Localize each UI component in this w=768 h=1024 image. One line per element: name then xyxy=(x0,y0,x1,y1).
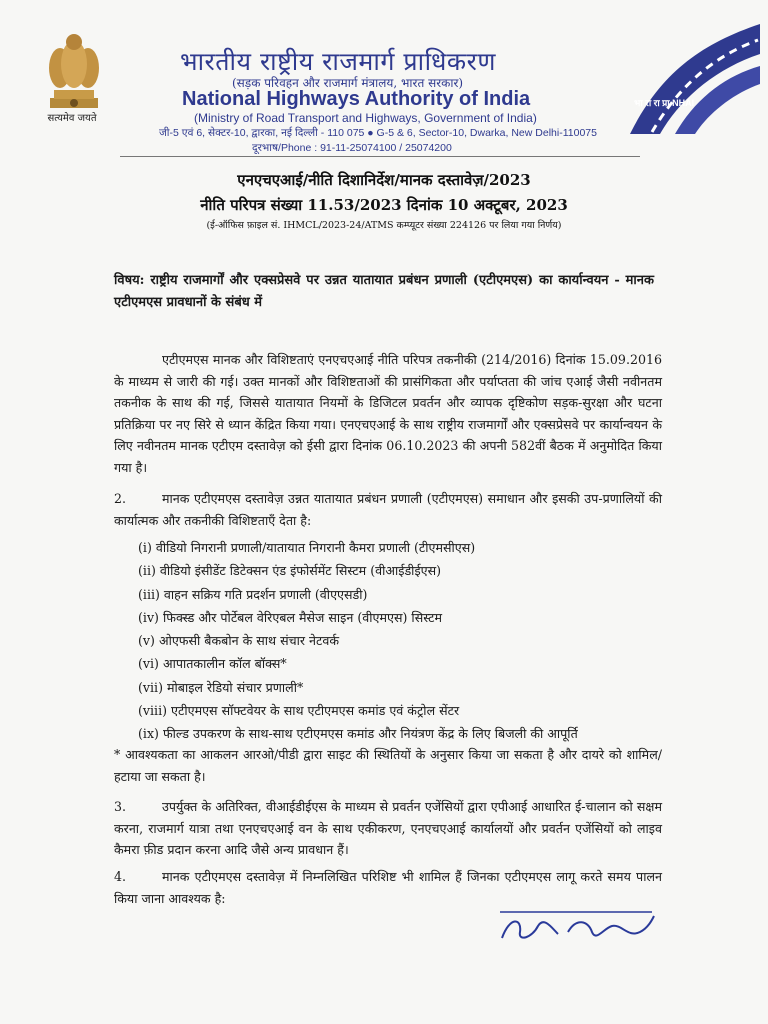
list-item: (ii) वीडियो इंसीडेंट डिटेक्सन एंड इंफोर्समेंट सिस्टम (वीआईडीईएस) xyxy=(138,563,442,579)
nhai-logo-icon xyxy=(620,14,760,144)
list-item: (iii) वाहन सक्रिय गति प्रदर्शन प्रणाली (वीएएसडी) xyxy=(138,586,368,602)
ministry-name-english: (Ministry of Road Transport and Highways, Government of India) xyxy=(194,111,537,125)
circular-number: नीति परिपत्र संख्या 11.53/2023 दिनांक 10 अक्टूबर, 2023 xyxy=(200,196,568,214)
list-item: (iv) फिक्स्ड और पोर्टेबल वेरिएबल मैसेज साइन (वीएमएस) सिस्टम xyxy=(138,609,442,625)
list-item: (v) ओएफसी बैकबोन के साथ संचार नेटवर्क xyxy=(138,633,340,649)
paragraph-2 xyxy=(114,488,662,531)
ministry-name-hindi: (सड़क परिवहन और राजमार्ग मंत्रालय, भारत सरकार) xyxy=(232,76,464,90)
paragraph-text: उपर्युक्त के अतिरिक्त, वीआईडीईएस के माध्यम से प्रवर्तन एजेंसियों द्वारा एपीआई आधारित ई-चालान को सक्षम करना, राजमार्ग यात्रा तथा एनएचएआई वन के साथ एकीकरण, एनएचएआई कार्यालयों और प्रवर्तन एजेंसियों को लाइव कैमरा फ़ीड प्रदान करना आदि जैसे अन्य प्रावधान हैं। xyxy=(114,799,662,857)
paragraph-1: एटीएमएस मानक और विशिष्टताएं एनएचएआई नीति परिपत्र तकनीकी (214/2016) दिनांक 15.09.2016 के माध्यम से जारी की गई। उक्त मानकों और विशिष्टताओं की प्रासंगिकता और पर्याप्तता की जांच एआई जैसी नवीनतम तकनीक के साथ की गई, जिससे यातायात नियमों के डिजिटल प्रवर्तन और व्यापक दृष्टिकोण सड़क-सुरक्षा और घटना प्रतिक्रिया पर नए सिरे से ध्यान केंद्रित किया गया। एनएचएआई के साथ राष्ट्रीय राजमार्गों और एक्सप्रेसवे पर कार्यान्वयन के लिए नवीनतम मानक एटीएम दस्तावेज़ को ईसी द्वारा दिनांक 06.10.2023 की अपनी 582वीं बैठक में अनुमोदित किया गया है। xyxy=(114,352,662,475)
subsystem-list xyxy=(138,536,662,746)
logo-lettering: भा रा रा प्रा NHAI xyxy=(634,98,695,108)
paragraph-3 xyxy=(114,796,662,861)
list-item: (viii) एटीएमएस सॉफ्टवेयर के साथ एटीएमएस कमांड एवं कंट्रोल सेंटर xyxy=(138,703,460,719)
paragraph-text: मानक एटीएमएस दस्तावेज़ उन्नत यातायात प्रबंधन प्रणाली (एटीएमएस) समाधान और इसकी उप-प्रणालियों की कार्यात्मक और तकनीकी विशिष्टताएँ देता है: xyxy=(114,491,662,528)
office-phone: दूरभाष/Phone : 91-11-25074100 / 25074200 xyxy=(252,142,452,154)
subject-line: विषय: राष्ट्रीय राजमार्गों और एक्सप्रेसवे पर उन्नत यातायात प्रबंधन प्रणाली (एटीएमएस) का कार्यान्वयन - मानक एटीएमएस प्रावधानों के संबंध में xyxy=(114,273,654,310)
list-item: (vii) मोबाइल रेडियो संचार प्रणाली* xyxy=(138,679,304,695)
paragraph-number: 3. xyxy=(114,799,127,814)
emblem-motto: सत्यमेव जयते xyxy=(47,113,97,124)
footnote: * आवश्यकता का आकलन आरओ/पीडी द्वारा साइट की स्थितियों के अनुसार किया जा सकता है और दायरे को शामिल/हटाया जा सकता है। xyxy=(114,747,662,784)
list-item: (ix) फील्ड उपकरण के साथ-साथ एटीएमएस कमांड और नियंत्रण केंद्र के लिए बिजली की आपूर्ति xyxy=(138,726,578,742)
reference-line-1: एनएचएआई/नीति दिशानिर्देश/मानक दस्तावेज़/2023 xyxy=(237,171,531,189)
file-reference: (ई-ऑफिस फ़ाइल सं. IHMCL/2023-24/ATMS कम्प्यूटर संख्या 224126 पर लिया गया निर्णय) xyxy=(206,220,562,231)
handwritten-signature xyxy=(492,898,662,950)
list-item: (i) वीडियो निगरानी प्रणाली/यातायात निगरानी कैमरा प्रणाली (टीएमसीएस) xyxy=(138,540,476,555)
organization-name-english: National Highways Authority of India xyxy=(182,88,531,110)
office-address: जी-5 एवं 6, सेक्टर-10, द्वारका, नई दिल्ली - 110 075 ● G-5 & 6, Sector-10, Dwarka, New Delhi-110075 xyxy=(159,127,597,139)
list-item: (vi) आपातकालीन कॉल बॉक्स* xyxy=(138,656,287,672)
paragraph-text: मानक एटीएमएस दस्तावेज़ में निम्नलिखित परिशिष्ट भी शामिल हैं जिनका एटीएमएस लागू करते समय पालन किया जाना आवश्यक है: xyxy=(114,869,662,906)
paragraph-number: 2. xyxy=(114,491,127,506)
organization-name-hindi: भारतीय राष्ट्रीय राजमार्ग प्राधिकरण xyxy=(180,47,496,76)
header-divider xyxy=(120,156,640,157)
paragraph-number: 4. xyxy=(114,869,127,884)
